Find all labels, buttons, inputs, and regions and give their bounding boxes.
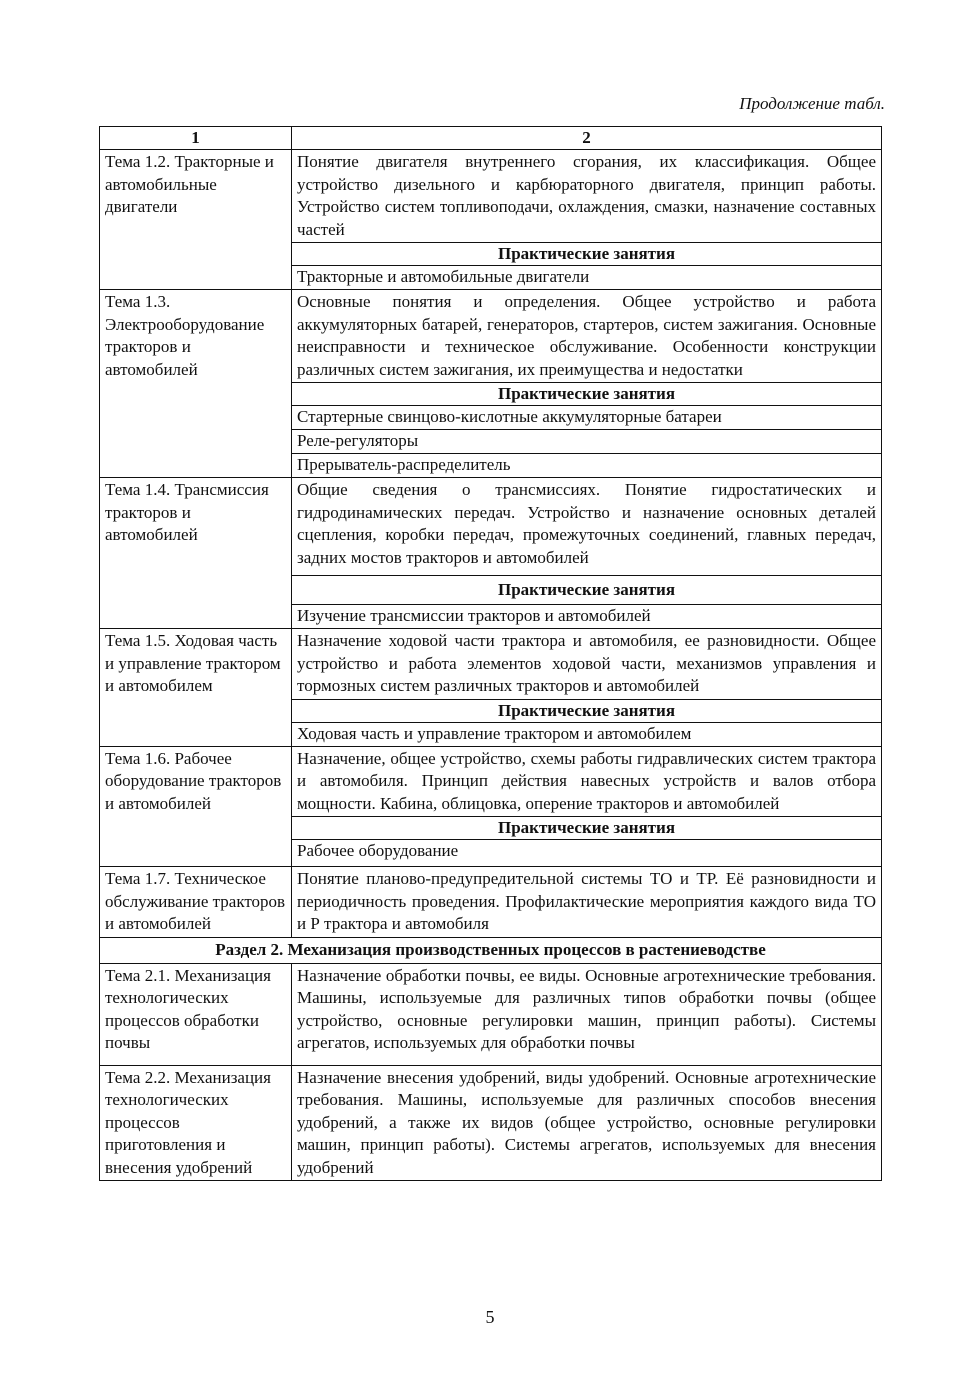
content-cell: Понятие двигателя внутреннего сгорания, их классификация. Общее устройство дизельного и карбюраторного двигателя, принцип работы. Устройство систем топливоподачи, охлаждения, смазки, назначение составных частей: [292, 150, 882, 243]
table-row: [100, 746, 882, 817]
table-header-row: [100, 127, 882, 150]
table-row: [100, 478, 882, 576]
table-row: [100, 290, 882, 383]
practical-item: Ходовая часть и управление трактором и автомобилем: [292, 722, 882, 746]
column-header-1: 1: [100, 127, 292, 150]
content-cell: Общие сведения о трансмиссиях. Понятие гидростатических и гидродинамических передач. Устройство и назначение основных деталей сцепления, коробки передач, промежуточных соединений, главных передач, задних мостов тракторов и автомобилей: [292, 478, 882, 576]
topic-cell: Тема 1.5. Ходовая часть и управление трактором и автомобилем: [100, 629, 292, 747]
content-cell: Назначение обработки почвы, ее виды. Основные агротехнические требования. Машины, используемые для различных типов обработки почвы (общее устройство, основные регулировки машин, принцип работы). Системы агрегатов, используемых для обработки почвы: [292, 963, 882, 1065]
topic-cell: Тема 2.2. Механизация технологических процессов приготовления и внесения удобрений: [100, 1065, 292, 1181]
curriculum-table: [99, 126, 882, 1181]
table-row: [100, 1065, 882, 1181]
content-cell: Назначение ходовой части трактора и автомобиля, ее разновидности. Общее устройство и работа элементов ходовой части, механизмов управления и тормозных систем различных тракторов и автомобилей: [292, 629, 882, 700]
practical-label: Практические занятия: [292, 243, 882, 266]
section-title: Раздел 2. Механизация производственных процессов в растениеводстве: [100, 937, 882, 963]
table-row: [100, 150, 882, 243]
practical-item: Тракторные и автомобильные двигатели: [292, 266, 882, 290]
practical-item: Стартерные свинцово-кислотные аккумуляторные батареи: [292, 406, 882, 430]
practical-label: Практические занятия: [292, 817, 882, 840]
practical-label: Практические занятия: [292, 383, 882, 406]
table-row: [100, 963, 882, 1065]
content-cell: Основные понятия и определения. Общее устройство и работа аккумуляторных батарей, генераторов, стартеров, систем зажигания. Основные неисправности и техническое обслуживание. Особенности конструкции различных систем зажигания, их преимущества и недостатки: [292, 290, 882, 383]
topic-cell: Тема 1.2. Тракторные и автомобильные двигатели: [100, 150, 292, 290]
practical-item: Изучение трансмиссии тракторов и автомобилей: [292, 605, 882, 629]
topic-cell: Тема 1.3. Электрооборудование тракторов и автомобилей: [100, 290, 292, 478]
practical-label: Практические занятия: [292, 576, 882, 605]
page-number: 5: [485, 1307, 495, 1327]
topic-cell: Тема 2.1. Механизация технологических процессов обработки почвы: [100, 963, 292, 1065]
topic-cell: Тема 1.7. Техническое обслуживание тракторов и автомобилей: [100, 867, 292, 938]
continuation-label: Продолжение табл.: [739, 94, 885, 113]
content-cell: Назначение внесения удобрений, виды удобрений. Основные агротехнические требования. Машины, используемые для различных способов внесения удобрений, а также их видов (общее устройство, основные регулировки машин, принцип работы). Системы агрегатов, используемых для внесения удобрений: [292, 1065, 882, 1181]
section-row: [100, 937, 882, 963]
practical-label: Практические занятия: [292, 699, 882, 722]
content-cell: Понятие планово-предупредительной системы ТО и ТР. Её разновидности и периодичность проведения. Профилактические мероприятия каждого вида ТО и Р трактора и автомобиля: [292, 867, 882, 938]
practical-item: Рабочее оборудование: [292, 840, 882, 867]
topic-cell: Тема 1.4. Трансмиссия тракторов и автомобилей: [100, 478, 292, 629]
table-row: [100, 867, 882, 938]
column-header-2: 2: [292, 127, 882, 150]
practical-item: Прерыватель-распределитель: [292, 454, 882, 478]
content-cell: Назначение, общее устройство, схемы работы гидравлических систем трактора и автомобиля. Принцип действия навесных устройств и валов отбора мощности. Кабина, облицовка, оперение тракторов и автомобилей: [292, 746, 882, 817]
practical-item: Реле-регуляторы: [292, 430, 882, 454]
table-row: [100, 629, 882, 700]
topic-cell: Тема 1.6. Рабочее оборудование тракторов и автомобилей: [100, 746, 292, 867]
